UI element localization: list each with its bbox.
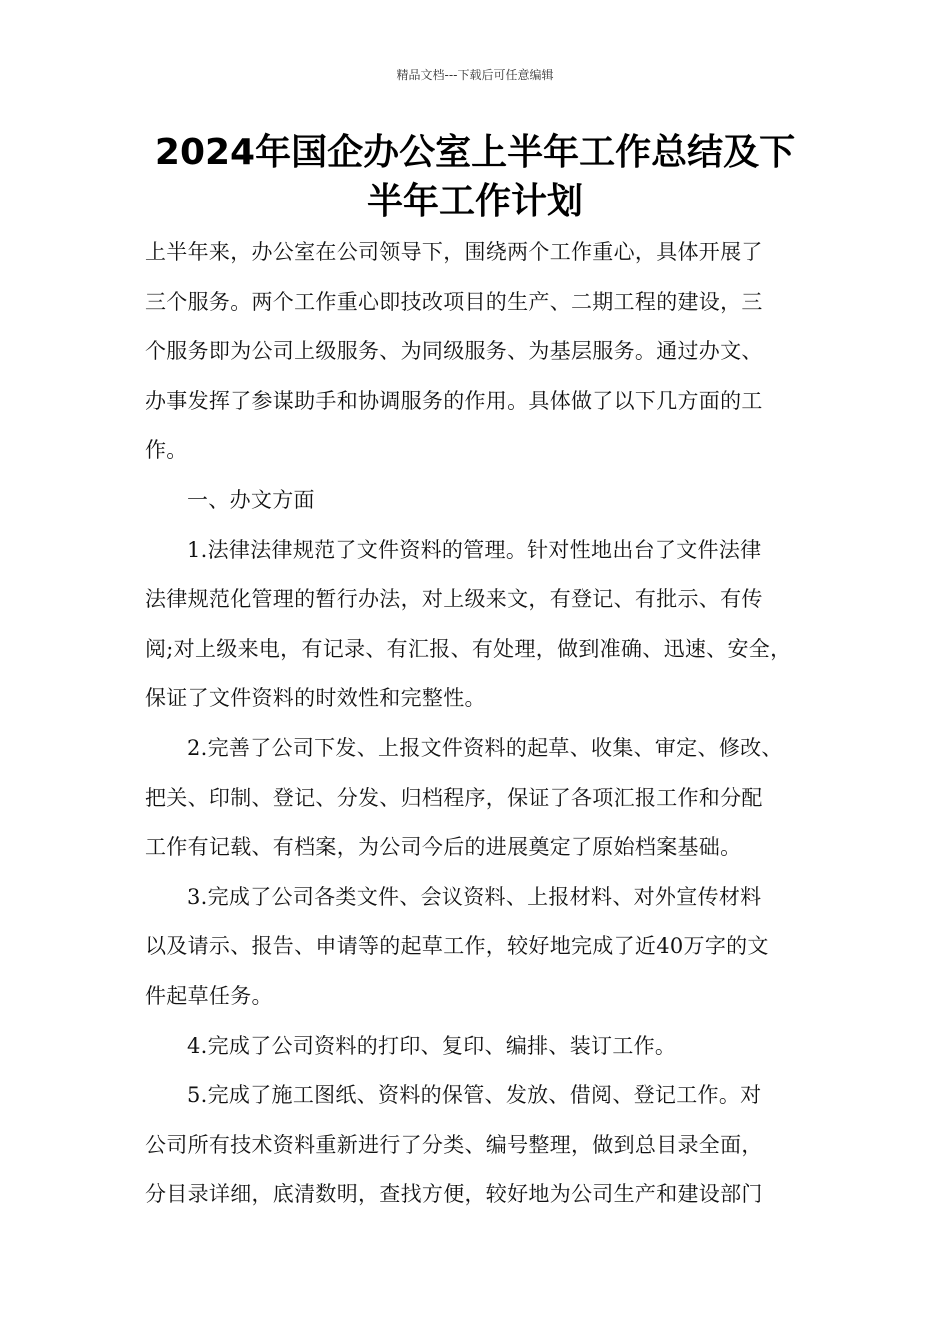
title-line-2: 半年工作计划 xyxy=(366,181,583,222)
text-line: 2.完善了公司下发、上报文件资料的起草、收集、审定、修改、 xyxy=(187,735,783,760)
text-line: 1.法律法律规范了文件资料的管理。针对性地出台了文件法律 xyxy=(187,537,762,562)
text-line: 阅;对上级来电，有记录、有汇报、有处理，做到准确、迅速、安全， xyxy=(145,636,792,661)
text-line: 把关、印制、登记、分发、归档程序，保证了各项汇报工作和分配 xyxy=(145,785,763,810)
text-line: 分目录详细，底清数明，查找方便，较好地为公司生产和建设部门 xyxy=(145,1182,763,1207)
text-line: 个服务即为公司上级服务、为同级服务、为基层服务。通过办文、 xyxy=(145,339,763,364)
text-line: 三个服务。两个工作重心即技改项目的生产、二期工程的建设，三 xyxy=(145,289,763,314)
text-line: 办事发挥了参谋助手和协调服务的作用。具体做了以下几方面的工 xyxy=(145,388,763,413)
text-line: 保证了文件资料的时效性和完整性。 xyxy=(145,686,486,711)
title-line-1: 2024年国企办公室上半年工作总结及下 xyxy=(154,132,796,173)
header-note: 精品文档---下载后可任意编辑 xyxy=(396,68,554,82)
text-line: 件起草任务。 xyxy=(145,983,273,1008)
section-heading: 一、办文方面 xyxy=(187,487,315,512)
text-line: 上半年来，办公室在公司领导下，围绕两个工作重心，具体开展了 xyxy=(145,240,763,264)
text-line: 5.完成了施工图纸、资料的保管、发放、借阅、登记工作。对 xyxy=(187,1083,762,1108)
document-title xyxy=(100,128,850,226)
text-line: 4.完成了公司资料的打印、复印、编排、装订工作。 xyxy=(187,1033,677,1058)
text-line: 工作有记载、有档案，为公司今后的进展奠定了原始档案基础。 xyxy=(145,835,742,860)
text-line: 公司所有技术资料重新进行了分类、编号整理，做到总目录全面， xyxy=(145,1132,763,1157)
document-body xyxy=(145,228,825,1220)
text-line: 以及请示、报告、申请等的起草工作，较好地完成了近40万字的文 xyxy=(145,934,769,959)
text-line: 3.完成了公司各类文件、会议资料、上报材料、对外宣传材料 xyxy=(187,884,762,909)
text-line: 作。 xyxy=(145,438,188,463)
text-line: 法律规范化管理的暂行办法，对上级来文，有登记、有批示、有传 xyxy=(145,587,763,612)
